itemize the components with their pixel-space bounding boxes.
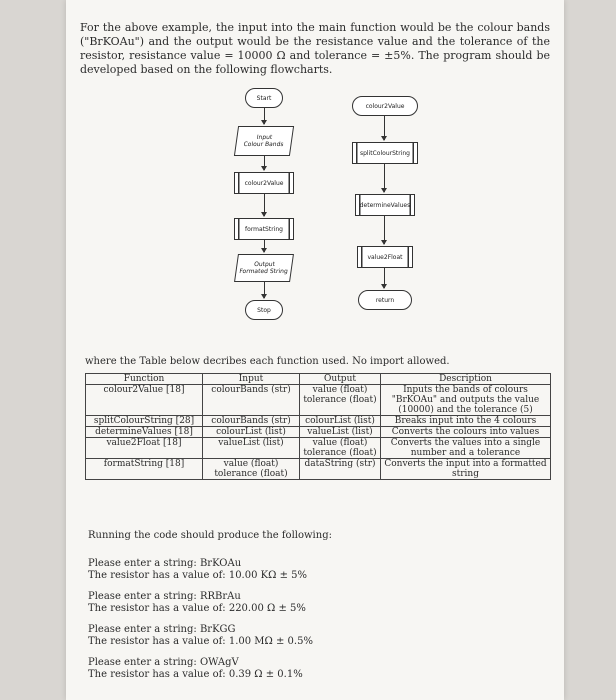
table-row [86, 385, 551, 416]
cell-output: value (float) tolerance (float) [300, 438, 381, 459]
flow-input: Input Colour Bands [234, 126, 294, 156]
example-block [88, 624, 313, 648]
running-text: Running the code should produce the following: [88, 530, 332, 541]
example-block [88, 558, 313, 582]
cell-function: formatString [18] [86, 459, 203, 480]
flow-arrow [264, 108, 265, 124]
flow-arrow [384, 164, 385, 192]
flow-colour2value: colour2Value [234, 172, 294, 194]
example-prompt: Please enter a string: BrKGG [88, 624, 236, 635]
flow-determine: determineValues [355, 194, 415, 216]
cell-description: Converts the colours into values [381, 427, 551, 438]
flow-stop: Stop [245, 300, 283, 320]
flow-arrow [384, 116, 385, 140]
intro-paragraph: For the above example, the input into the main function would be the colour bands ("BrKOAu") and the output would be the resistance value and the tolerance of the resistor, resistance value = 10000 Ω and tolerance = ±5%. The program should be developed based on the following flowcharts. [80, 21, 550, 76]
example-block [88, 591, 313, 615]
table-caption: where the Table below decribes each function used. No import allowed. [85, 356, 450, 367]
table-row [86, 416, 551, 427]
example-outputs [88, 558, 313, 690]
flow-return: return [358, 290, 412, 310]
cell-input: value (float) tolerance (float) [203, 459, 300, 480]
flow-arrow [264, 156, 265, 170]
cell-description: Converts the input into a formatted string [381, 459, 551, 480]
header-output: Output [300, 374, 381, 385]
header-input: Input [203, 374, 300, 385]
flow-output: Output Formated String [234, 254, 294, 282]
flow-colourvalue-start: colour2Value [352, 96, 418, 116]
cell-output: dataString (str) [300, 459, 381, 480]
example-result: The resistor has a value of: 220.00 Ω ± 5% [88, 603, 306, 614]
table-row [86, 427, 551, 438]
cell-function: splitColourString [28] [86, 416, 203, 427]
example-result: The resistor has a value of: 10.00 KΩ ± 5% [88, 570, 308, 581]
cell-description: Breaks input into the 4 colours [381, 416, 551, 427]
flow-arrow [264, 240, 265, 252]
cell-description: Converts the values into a single number and a tolerance [381, 438, 551, 459]
example-block [88, 657, 313, 681]
cell-function: colour2Value [18] [86, 385, 203, 416]
cell-input: colourBands (str) [203, 385, 300, 416]
table-row [86, 459, 551, 480]
cell-function: determineValues [18] [86, 427, 203, 438]
flow-arrow [384, 268, 385, 288]
cell-input: colourList (list) [203, 427, 300, 438]
flow-value2float: value2Float [357, 246, 413, 268]
flow-arrow [264, 282, 265, 298]
example-result: The resistor has a value of: 0.39 Ω ± 0.1% [88, 669, 303, 680]
header-function: Function [86, 374, 203, 385]
cell-output: colourList (list) [300, 416, 381, 427]
cell-input: colourBands (str) [203, 416, 300, 427]
example-prompt: Please enter a string: RRBrAu [88, 591, 241, 602]
cell-output: value (float) tolerance (float) [300, 385, 381, 416]
cell-output: valueList (list) [300, 427, 381, 438]
table-row [86, 438, 551, 459]
flow-arrow [264, 194, 265, 216]
example-prompt: Please enter a string: OWAgV [88, 657, 239, 668]
cell-input: valueList (list) [203, 438, 300, 459]
example-prompt: Please enter a string: BrKOAu [88, 558, 242, 569]
cell-function: value2Float [18] [86, 438, 203, 459]
cell-description: Inputs the bands of colours "BrKOAu" and outputs the value (10000) and the tolerance (5) [381, 385, 551, 416]
functions-table [85, 373, 551, 480]
example-result: The resistor has a value of: 1.00 MΩ ± 0.5% [88, 636, 313, 647]
table-header-row [86, 374, 551, 385]
flow-start: Start [245, 88, 283, 108]
flow-formatstring: formatString [234, 218, 294, 240]
flow-split: splitColourString [352, 142, 418, 164]
header-description: Description [381, 374, 551, 385]
flow-arrow [384, 216, 385, 244]
